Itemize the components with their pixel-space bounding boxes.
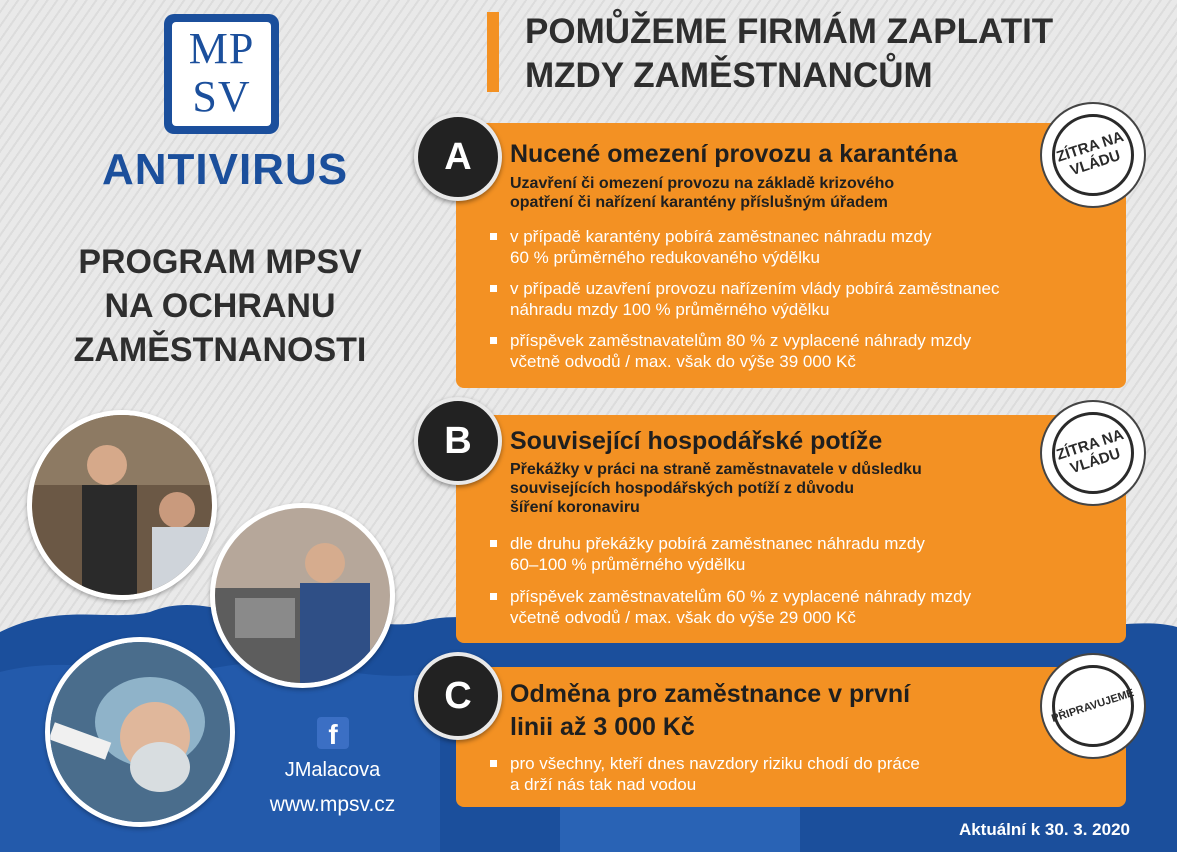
facebook-icon[interactable]: f — [317, 717, 349, 749]
mpsv-logo — [164, 14, 279, 134]
page-title: POMŮŽEME FIRMÁM ZAPLATIT MZDY ZAMĚSTNANCŮM — [525, 12, 1054, 95]
section-a-title: Nucené omezení provozu a karanténa — [510, 140, 958, 168]
section-b-bullet-1: dle druhu překážky pobírá zaměstnanec náhradu mzdy 60–100 % průměrného výdělku — [490, 533, 1110, 575]
section-a-letter: A — [414, 113, 502, 201]
website-link[interactable]: www.mpsv.cz — [269, 793, 396, 816]
photo-medical-worker — [45, 637, 235, 827]
section-b-letter: B — [414, 397, 502, 485]
facebook-handle[interactable]: JMalacova — [284, 759, 381, 781]
section-c-bullet-1: pro všechny, kteří dnes navzdory riziku chodí do práce a drží nás tak nad vodou — [490, 753, 1110, 795]
section-b-title: Související hospodářské potíže — [510, 427, 883, 455]
section-b-bullet-2: příspěvek zaměstnavatelům 60 % z vyplacené náhrady mzdy včetně odvodů / max. však do výše 29 000 Kč — [490, 586, 1110, 628]
section-c-letter: C — [414, 652, 502, 740]
brand-name: ANTIVIRUS — [101, 145, 349, 194]
section-a-bullet-2: v případě uzavření provozu nařízením vlády pobírá zaměstnanec náhradu mzdy 100 % průměrného výdělku — [490, 278, 1110, 320]
section-a-stamp: ZÍTRA NA VLÁDU — [1045, 107, 1141, 203]
section-a-bullet-3: příspěvek zaměstnavatelům 80 % z vyplacené náhrady mzdy včetně odvodů / max. však do výše 39 000 Kč — [490, 330, 1110, 372]
updated-date: Aktuální k 30. 3. 2020 — [958, 820, 1130, 839]
section-b-stamp: ZÍTRA NA VLÁDU — [1045, 405, 1141, 501]
section-c-stamp: PŘIPRAVUJEME — [1045, 658, 1141, 754]
program-heading: PROGRAM MPSV NA OCHRANU ZAMĚSTNANOSTI — [73, 243, 367, 369]
section-b-subtitle: Překážky v práci na straně zaměstnavatele v důsledku souvisejících hospodářských potíží z důvodu šíření koronaviru — [510, 461, 922, 516]
section-c-title: Odměna pro zaměstnance v první linii až 3 000 Kč — [510, 680, 911, 741]
logo-text-top: MP — [188, 24, 255, 73]
logo-text-bottom: SV — [192, 72, 251, 121]
photo-factory-worker — [210, 503, 395, 688]
photo-waitress — [27, 410, 217, 600]
title-accent-bar — [487, 12, 499, 92]
section-a-subtitle: Uzavření či omezení provozu na základě krizového opatření či nařízení karantény příslušným úřadem — [510, 175, 895, 211]
section-a-bullet-1: v případě karantény pobírá zaměstnanec náhradu mzdy 60 % průměrného redukovaného výdělku — [490, 226, 1110, 268]
